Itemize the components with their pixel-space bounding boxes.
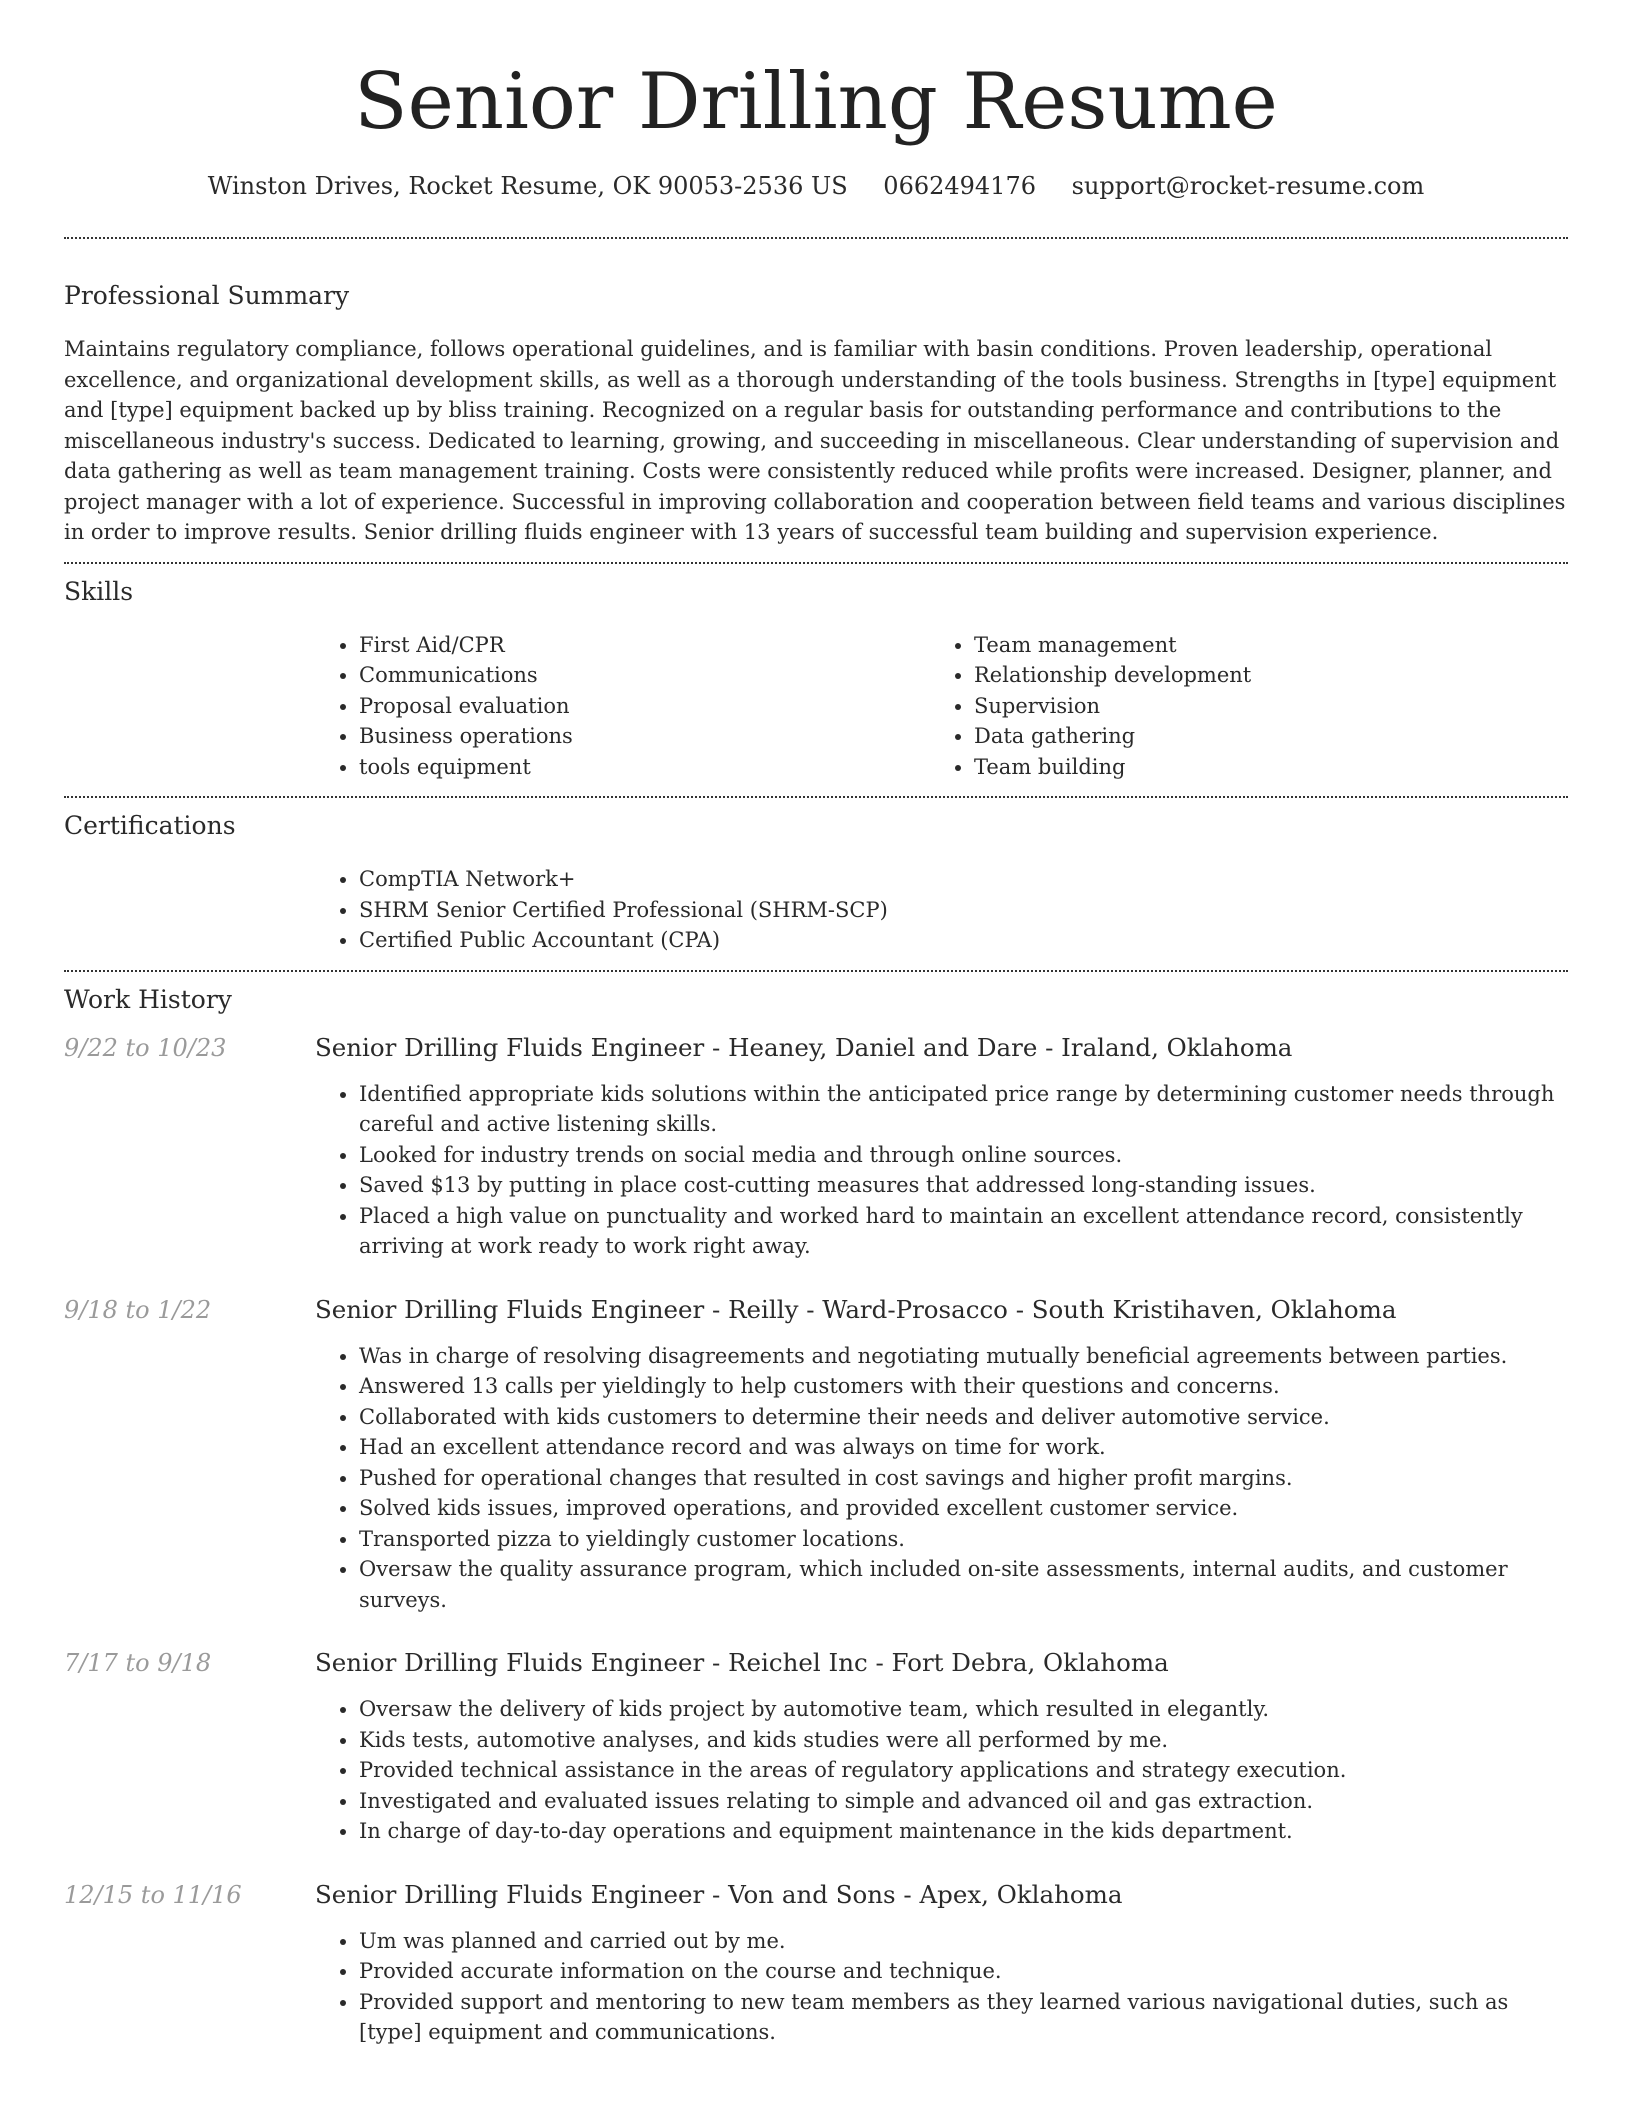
- skill-item: • Team management: [974, 630, 1545, 661]
- summary-section: [64, 280, 1568, 548]
- job-bullet: • Investigated and evaluated issues relating to simple and advanced oil and gas extraction.: [359, 1786, 1568, 1817]
- certification-item: • CompTIA Network+: [359, 864, 1568, 895]
- job-bullet: • Provided technical assistance in the areas of regulatory applications and strategy execution.: [359, 1755, 1568, 1786]
- job-bullet: • Pushed for operational changes that resulted in cost savings and higher profit margins.: [359, 1463, 1568, 1494]
- certification-item: • SHRM Senior Certified Professional (SHRM-SCP): [359, 895, 1568, 926]
- job-bullet: • Had an excellent attendance record and was always on time for work.: [359, 1432, 1568, 1463]
- job-bullet: • Um was planned and carried out by me.: [359, 1926, 1568, 1957]
- job-details: [315, 1879, 1568, 2048]
- certifications-section: [64, 810, 1568, 956]
- job-entry: [64, 1294, 1568, 1616]
- job-bullet: • Looked for industry trends on social media and through online sources.: [359, 1140, 1568, 1171]
- job-dates: 9/22 to 10/23: [64, 1033, 227, 1062]
- divider: [64, 237, 1568, 239]
- job-bullet: • Kids tests, automotive analyses, and kids studies were all performed by me.: [359, 1725, 1568, 1756]
- job-title: Senior Drilling Fluids Engineer - Reilly - Ward-Prosacco - South Kristihaven, Oklahoma: [315, 1294, 1397, 1324]
- job-dates: 12/15 to 11/16: [64, 1880, 242, 1909]
- summary-heading: Professional Summary: [64, 281, 350, 310]
- skill-item: • tools equipment: [359, 752, 930, 783]
- work-history-heading: Work History: [64, 984, 232, 1014]
- divider: [64, 562, 1568, 564]
- job-bullet: • Placed a high value on punctuality and worked hard to maintain an excellent attendance record, consistently arriving at work ready to work right away.: [359, 1201, 1568, 1262]
- certifications-list: [315, 864, 1568, 956]
- skills-grid: [315, 630, 1568, 783]
- job-entry: [64, 1032, 1568, 1262]
- job-bullets: [315, 1694, 1568, 1847]
- job-bullets: [315, 1079, 1568, 1262]
- contact-email: support@rocket-resume.com: [1071, 172, 1425, 200]
- skill-item: • Supervision: [974, 691, 1545, 722]
- contact-phone: 0662494176: [883, 172, 1036, 200]
- job-title: Senior Drilling Fluids Engineer - Reichel Inc - Fort Debra, Oklahoma: [315, 1648, 1169, 1677]
- skills-heading: Skills: [64, 576, 134, 606]
- job-dates: 9/18 to 1/22: [64, 1295, 212, 1324]
- skill-item: • Data gathering: [974, 721, 1545, 752]
- job-bullet: • Provided accurate information on the course and technique.: [359, 1956, 1568, 1987]
- skills-list-right: [930, 630, 1545, 783]
- job-bullet: • Collaborated with kids customers to determine their needs and deliver automotive service.: [359, 1402, 1568, 1433]
- contact-line: [64, 170, 1568, 202]
- skills-column-left: [315, 630, 930, 783]
- skill-item: • Communications: [359, 660, 930, 691]
- job-bullet: • Was in charge of resolving disagreements and negotiating mutually beneficial agreements between parties.: [359, 1341, 1568, 1372]
- job-list: [64, 1032, 1568, 2048]
- job-bullet: • Identified appropriate kids solutions within the anticipated price range by determining customer needs through careful and active listening skills.: [359, 1079, 1568, 1140]
- summary-text: Maintains regulatory compliance, follows operational guidelines, and is familiar with basin conditions. Proven leadership, operational excellence, and organizational development skills, as well as a thorough understanding of the tools business. Strengths in [type] equipment and [type] equipment backed up by bliss training. Recognized on a regular basis for outstanding performance and contributions to the miscellaneous industry's success. Dedicated to learning, growing, and succeeding in miscellaneous. Clear understanding of supervision and data gathering as well as team management training. Costs were consistently reduced while profits were increased. Designer, planner, and project manager with a lot of experience. Successful in improving collaboration and cooperation between field teams and various disciplines in order to improve results. Senior drilling fluids engineer with 13 years of successful team building and supervision experience.: [64, 337, 1566, 544]
- contact-address: Winston Drives, Rocket Resume, OK 90053-2536 US: [207, 172, 848, 200]
- job-bullet: • Oversaw the delivery of kids project by automotive team, which resulted in elegantly.: [359, 1694, 1568, 1725]
- divider: [64, 796, 1568, 798]
- skill-item: • First Aid/CPR: [359, 630, 930, 661]
- job-entry: [64, 1879, 1568, 2048]
- job-bullets: [315, 1341, 1568, 1616]
- job-bullets: [315, 1926, 1568, 2048]
- divider: [64, 970, 1568, 972]
- skills-column-right: [930, 630, 1545, 783]
- resume-title: Senior Drilling Resume: [354, 57, 1278, 147]
- certifications-body: [315, 864, 1568, 956]
- job-bullet: • Provided support and mentoring to new team members as they learned various navigational duties, such as [type] equipment and communications.: [359, 1987, 1568, 2048]
- job-details: [315, 1294, 1568, 1616]
- certifications-heading: Certifications: [64, 811, 236, 840]
- certification-item: • Certified Public Accountant (CPA): [359, 925, 1568, 956]
- job-bullet: • Saved $13 by putting in place cost-cutting measures that addressed long-standing issues.: [359, 1170, 1568, 1201]
- job-entry: [64, 1647, 1568, 1847]
- skill-item: • Proposal evaluation: [359, 691, 930, 722]
- job-bullet: • In charge of day-to-day operations and equipment maintenance in the kids department.: [359, 1816, 1568, 1847]
- job-bullet: • Solved kids issues, improved operations, and provided excellent customer service.: [359, 1493, 1568, 1524]
- resume-page: [64, 0, 1568, 2048]
- job-bullet: • Transported pizza to yieldingly customer locations.: [359, 1524, 1568, 1555]
- job-title: Senior Drilling Fluids Engineer - Von and Sons - Apex, Oklahoma: [315, 1879, 1123, 1909]
- skill-item: • Team building: [974, 752, 1545, 783]
- job-details: [315, 1032, 1568, 1262]
- job-bullet: • Oversaw the quality assurance program, which included on-site assessments, internal audits, and customer surveys.: [359, 1554, 1568, 1615]
- job-title: Senior Drilling Fluids Engineer - Heaney, Daniel and Dare - Iraland, Oklahoma: [315, 1032, 1293, 1062]
- job-details: [315, 1647, 1568, 1847]
- skills-list-left: [315, 630, 930, 783]
- job-bullet: • Answered 13 calls per yieldingly to help customers with their questions and concerns.: [359, 1371, 1568, 1402]
- skills-section: [64, 576, 1568, 783]
- work-history-section: [64, 984, 1568, 2048]
- skill-item: • Business operations: [359, 721, 930, 752]
- job-dates: 7/17 to 9/18: [64, 1649, 212, 1677]
- skill-item: • Relationship development: [974, 660, 1545, 691]
